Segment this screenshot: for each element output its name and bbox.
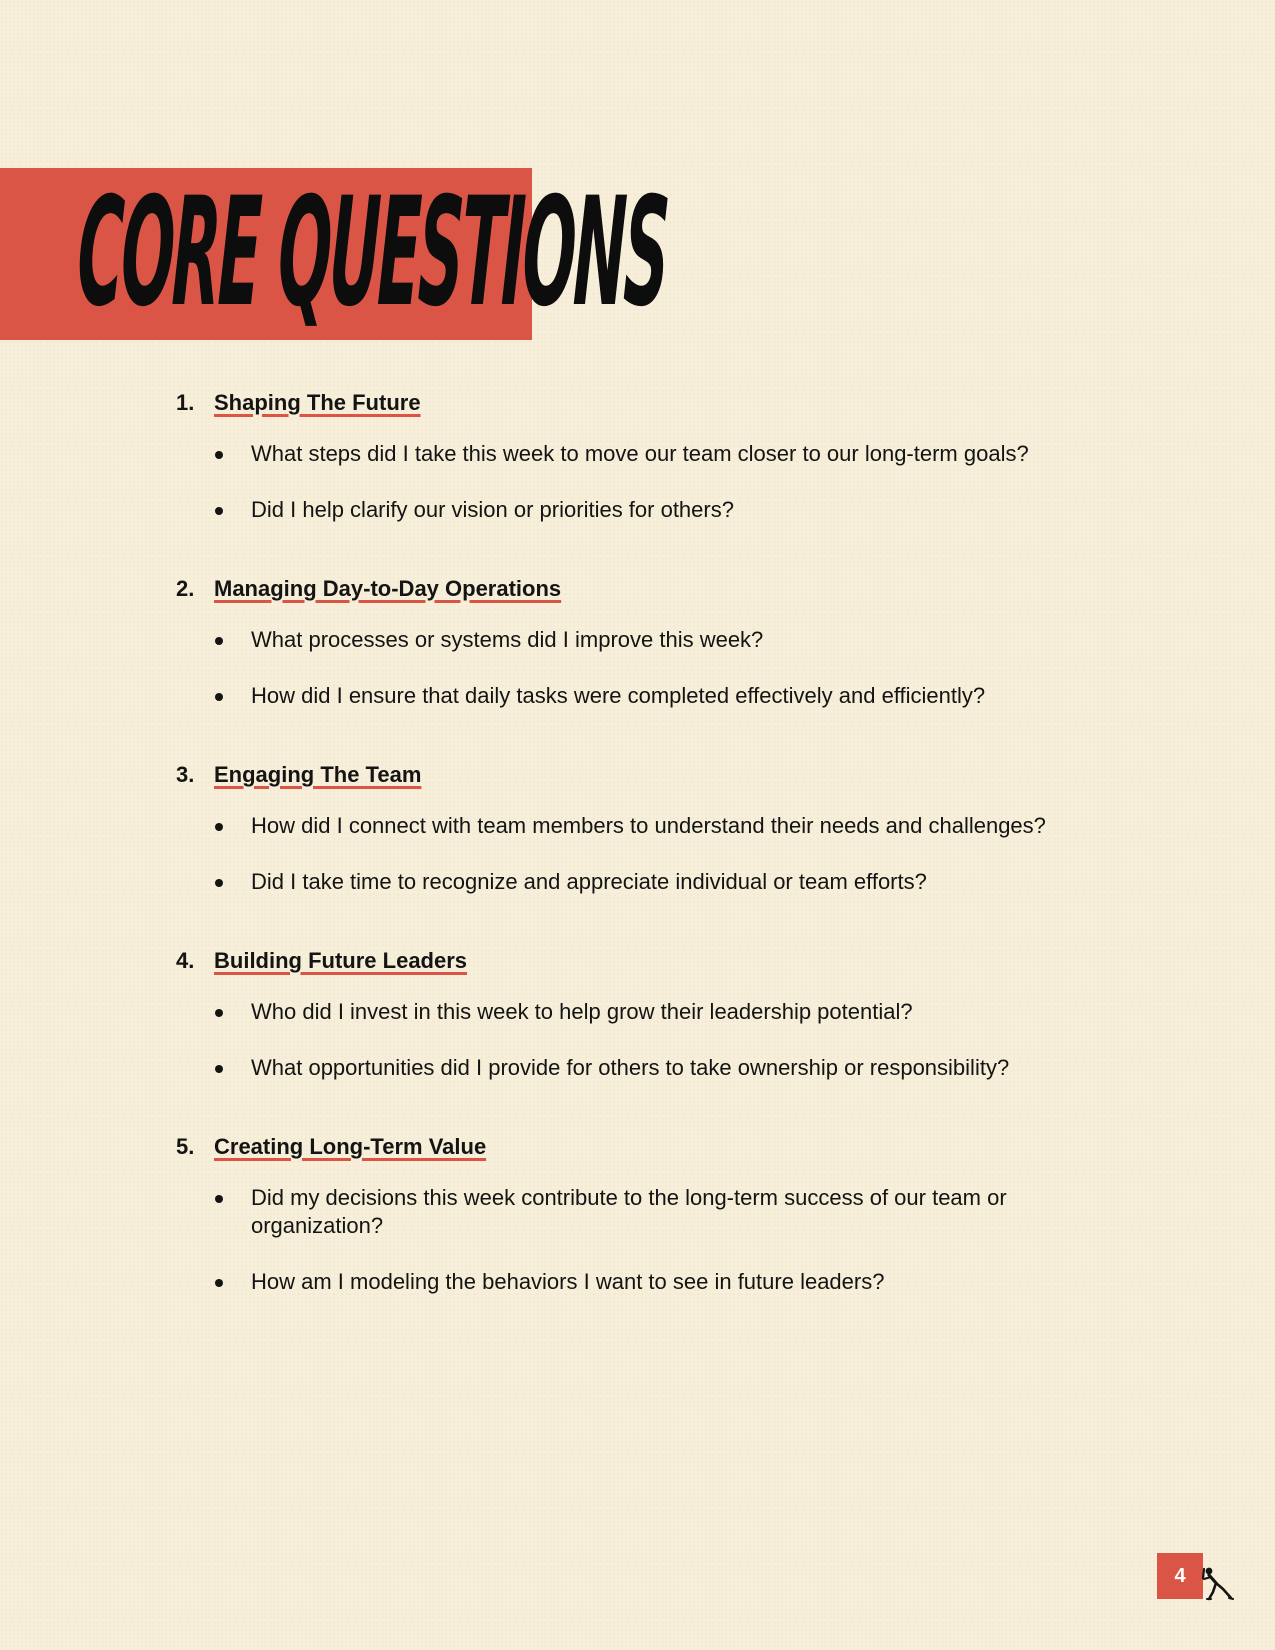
question-text: How am I modeling the behaviors I want to see in future leaders? [251, 1269, 885, 1294]
page-number: 4 [1157, 1553, 1203, 1599]
question-text: Did I help clarify our vision or priorities for others? [251, 497, 734, 522]
title-banner [0, 166, 670, 340]
section-header [176, 1134, 1136, 1164]
question-list [176, 812, 1136, 896]
question-text: Did my decisions this week contribute to the long-term success of our team or organization? [251, 1185, 1007, 1238]
section-number: 2. [176, 576, 195, 601]
question-section [176, 576, 1136, 710]
question-item [176, 1268, 1111, 1296]
bullet-icon [215, 637, 223, 645]
question-text: What steps did I take this week to move our team closer to our long-term goals? [251, 441, 1029, 466]
bullet-icon [215, 693, 223, 701]
section-title: Managing Day-to-Day Operations [214, 576, 562, 601]
question-item [176, 626, 1111, 654]
question-list [176, 998, 1136, 1082]
page-title: CORE QUESTIONS [75, 166, 670, 340]
bullet-icon [215, 879, 223, 887]
bullet-icon [215, 823, 223, 831]
section-number: 5. [176, 1134, 195, 1159]
bullet-icon [215, 451, 223, 459]
section-number: 1. [176, 390, 195, 415]
section-header [176, 576, 1136, 606]
bullet-icon [215, 1195, 223, 1203]
section-title: Creating Long-Term Value [214, 1134, 487, 1159]
question-list [176, 1184, 1136, 1296]
question-item [176, 998, 1111, 1026]
question-item [176, 1054, 1111, 1082]
runner-pushing-icon [1200, 1566, 1234, 1602]
bullet-icon [215, 507, 223, 515]
bullet-icon [215, 1279, 223, 1287]
section-title: Building Future Leaders [214, 948, 468, 973]
section-number: 4. [176, 948, 195, 973]
question-text: What processes or systems did I improve this week? [251, 627, 764, 652]
section-header [176, 390, 1136, 420]
question-section [176, 1134, 1136, 1296]
question-section [176, 390, 1136, 524]
section-header [176, 762, 1136, 792]
question-item [176, 682, 1111, 710]
question-item [176, 812, 1111, 840]
bullet-icon [215, 1009, 223, 1017]
question-item [176, 496, 1111, 524]
question-text: How did I ensure that daily tasks were completed effectively and efficiently? [251, 683, 986, 708]
section-header [176, 948, 1136, 978]
question-item [176, 868, 1111, 896]
question-text: Who did I invest in this week to help grow their leadership potential? [251, 999, 913, 1024]
question-text: Did I take time to recognize and appreciate individual or team efforts? [251, 869, 927, 894]
core-questions-list [176, 390, 1136, 1348]
question-section [176, 948, 1136, 1082]
section-number: 3. [176, 762, 195, 787]
bullet-icon [215, 1065, 223, 1073]
question-text: How did I connect with team members to understand their needs and challenges? [251, 813, 1046, 838]
question-section [176, 762, 1136, 896]
question-list [176, 440, 1136, 524]
section-title: Engaging The Team [214, 762, 422, 787]
question-list [176, 626, 1136, 710]
question-item [176, 1184, 1111, 1240]
question-text: What opportunities did I provide for others to take ownership or responsibility? [251, 1055, 1010, 1080]
question-item [176, 440, 1111, 468]
section-title: Shaping The Future [214, 390, 421, 415]
